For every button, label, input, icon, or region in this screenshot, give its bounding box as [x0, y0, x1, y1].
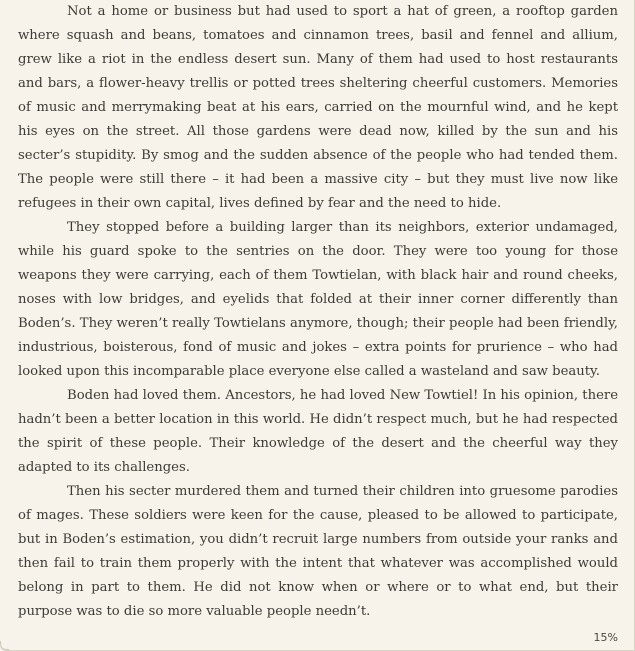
paragraph-2: They stopped before a building larger than its neighbors, exterior undamaged, while his guard spoke to the sentries on the door. They were too young for those weapons they were carrying, each of them Towtielan, with black hair and round cheeks, noses with low bridges, and eyelids that folded at their inner corner differently than Boden’s. They weren’t really Towtielans anymore, though; their people had been friendly, industrious, boisterous, fond of music and jokes – extra points for prurience – who had looked upon this incomparable place everyone else called a wasteland and saw beauty.: [18, 220, 618, 379]
paragraph-4: Then his secter murdered them and turned their children into gruesome parodies of mages. These soldiers were keen for the cause, pleased to be allowed to participate, but in Boden’s estimation, you didn’t recruit large numbers from outside your ranks and then fail to train them properly with the intent that whatever was accomplished would belong in part to them. He did not know when or where or to what end, but their purpose was to die so more valuable people needn’t.: [18, 484, 618, 619]
paragraph-3: Boden had loved them. Ancestors, he had loved New Towtiel! In his opinion, there hadn’t been a better location in this world. He didn’t respect much, but he had respected the spirit of these people. Their knowledge of the desert and the cheerful way they adapted to its challenges.: [18, 388, 618, 475]
page-corner: [0, 641, 9, 650]
page-text: [18, 0, 618, 624]
reading-progress: 15%: [593, 631, 618, 644]
paragraph-1: Not a home or business but had used to sport a hat of green, a rooftop garden where squash and beans, tomatoes and cinnamon trees, basil and fennel and allium, grew like a riot in the endless desert sun. Many of them had used to host restaurants and bars, a flower-heavy trellis or potted trees sheltering cheerful customers. Memories of music and merrymaking beat at his ears, carried on the mournful wind, and he kept his eyes on the street. All those gardens were dead now, killed by the sun and his secter’s stupidity. By smog and the sudden absence of the people who had tended them. The people were still there – it had been a massive city – but they must live now like refugees in their own capital, lives defined by fear and the need to hide.: [18, 4, 618, 211]
